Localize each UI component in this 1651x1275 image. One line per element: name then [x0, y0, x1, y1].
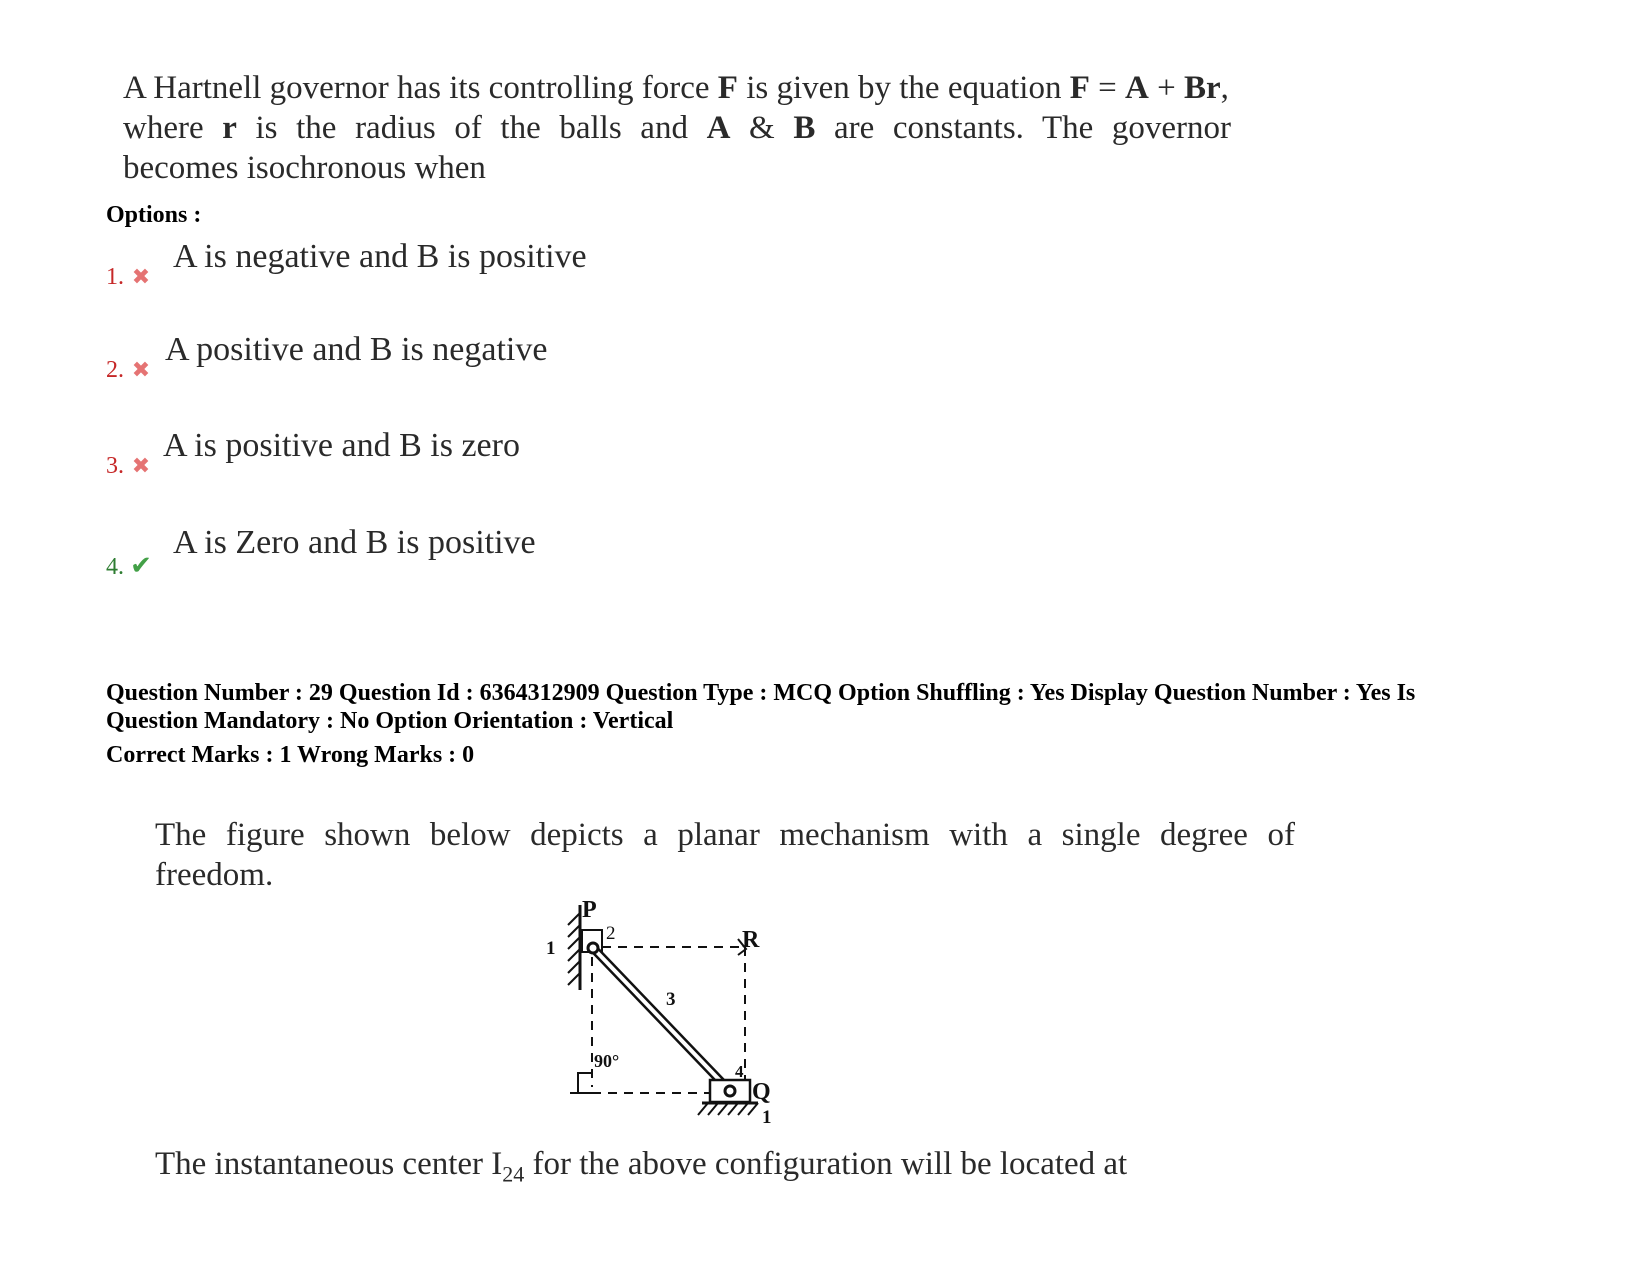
label-q: Q [752, 1079, 771, 1105]
mechanism-figure [530, 895, 830, 1140]
label-link: 3 [666, 989, 676, 1010]
question-line-3: becomes isochronous when [123, 150, 486, 186]
label-slider-bottom: 4 [735, 1062, 744, 1081]
option-3-text: A is positive and B is zero [163, 427, 520, 464]
pin-p [588, 943, 598, 953]
label-ground-left: 1 [546, 938, 556, 959]
question-marks: Correct Marks : 1 Wrong Marks : 0 [106, 742, 475, 768]
previous-question-text [123, 68, 1303, 188]
current-question-line-1: The figure shown below depicts a planar mechanism with a single degree of [155, 817, 1295, 853]
label-slider-top: 2 [606, 923, 616, 944]
option-2-text: A positive and B is negative [165, 331, 548, 368]
option-1-marker [106, 264, 152, 291]
cross-icon: ✖ [131, 264, 151, 289]
ground-bottom-hatching [698, 1103, 758, 1115]
question-meta-line-1: Question Number : 29 Question Id : 6364312909 Question Type : MCQ Option Shuffling : Yes Display Question Number : Yes Is [106, 680, 1416, 706]
current-question-line-2: freedom. [155, 857, 274, 893]
label-angle: 90° [594, 1051, 620, 1071]
question-line-1: A Hartnell governor has its controlling force F is given by the equation F = A + Br, [123, 70, 1229, 106]
option-number: 3. [106, 453, 124, 479]
option-2-marker [106, 357, 152, 384]
option-4-marker [106, 551, 152, 581]
option-number: 4. [106, 554, 124, 580]
label-r: R [742, 927, 760, 953]
right-angle-marker [578, 1073, 592, 1093]
current-question-line-3: The instantaneous center $I_{24}$ for the above configuration will be located at [155, 1146, 1128, 1187]
option-number: 2. [106, 357, 124, 383]
pin-q [725, 1086, 735, 1096]
cross-icon: ✖ [131, 453, 151, 478]
option-1-text: A is negative and B is positive [173, 238, 587, 275]
current-question-text [155, 815, 1295, 895]
label-ground-bottom: 1 [762, 1107, 772, 1128]
cross-icon: ✖ [131, 357, 151, 382]
question-line-2: where r is the radius of the balls and A & B are constants. The governor [123, 110, 1231, 146]
label-p: P [582, 897, 597, 923]
left-wall-hatching [568, 913, 580, 985]
options-label: Options : [106, 202, 202, 228]
question-meta-line-2: Question Mandatory : No Option Orientation : Vertical [106, 708, 674, 734]
option-3-marker [106, 453, 152, 480]
option-number: 1. [106, 264, 124, 290]
check-icon: ✔ [130, 551, 152, 580]
option-4-text: A is Zero and B is positive [173, 524, 536, 561]
